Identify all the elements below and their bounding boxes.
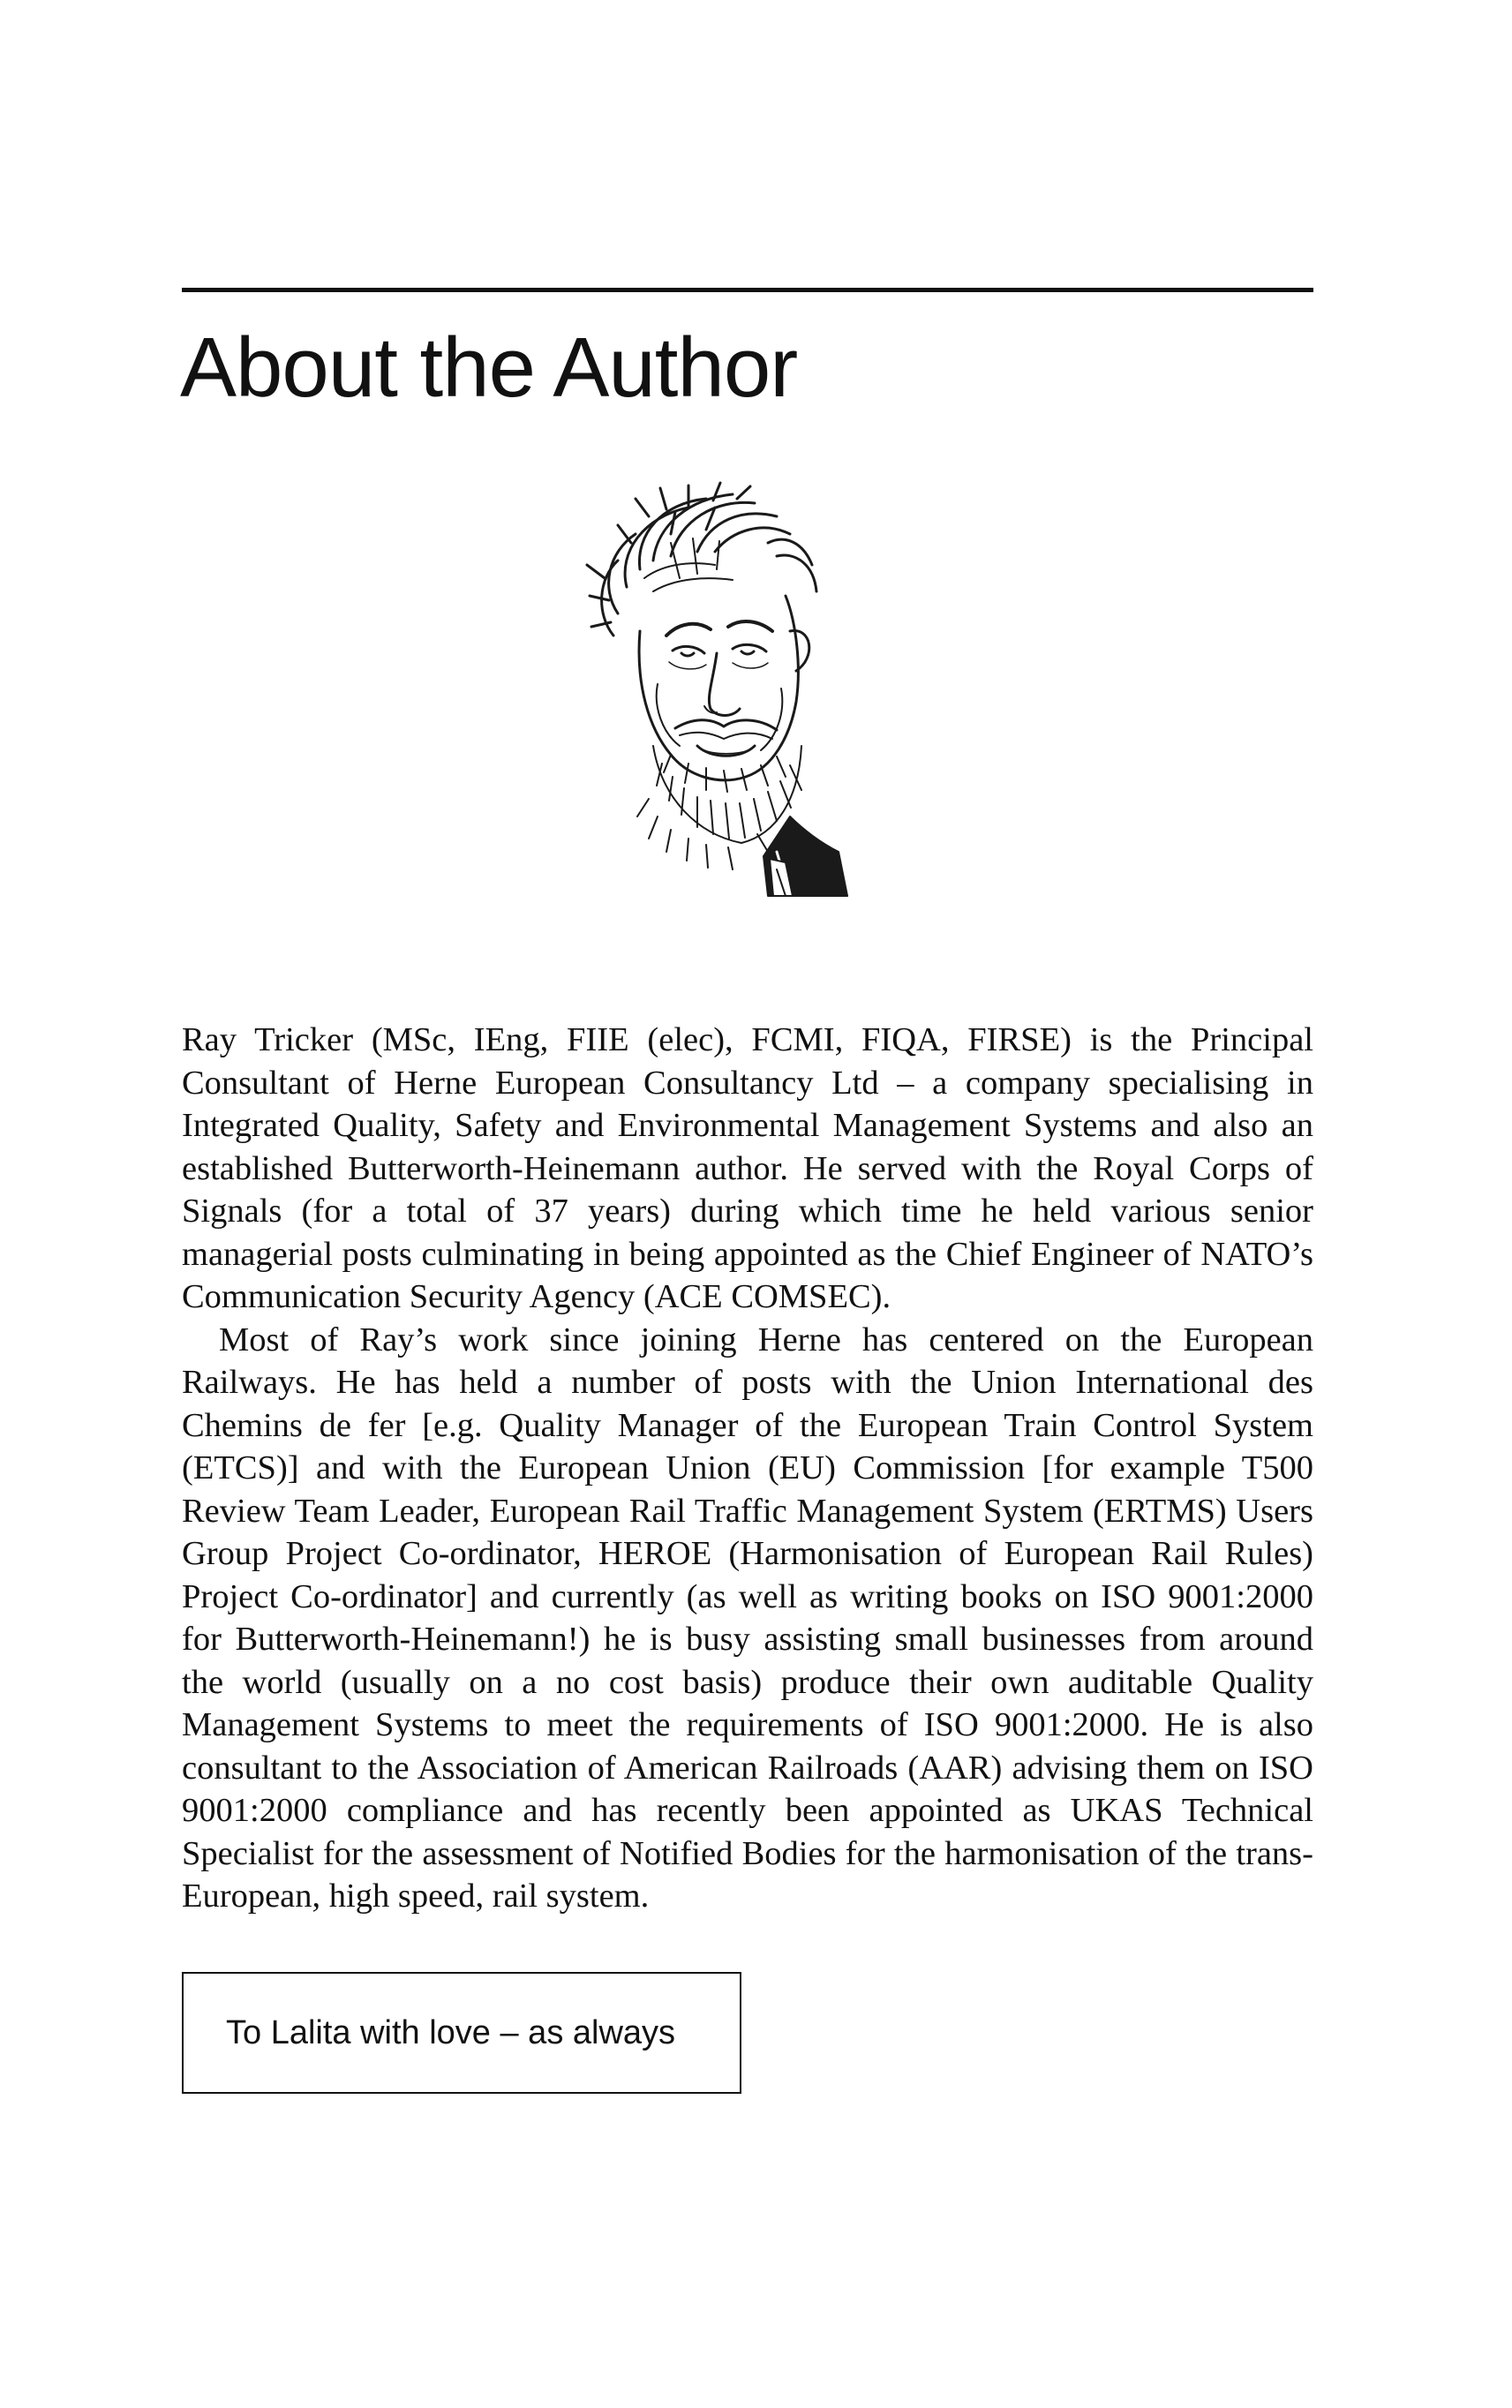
author-caricature-icon [565,481,900,905]
title-rule [182,288,1313,292]
dedication-text: To Lalita with love – as always [226,2013,676,2051]
page-title: About the Author [180,320,798,415]
dedication-box [182,1972,741,2094]
bio-paragraph-1: Ray Tricker (MSc, IEng, FIIE (elec), FCMI, FIQA, FIRSE) is the Principal Consultant of Herne European Consultancy Ltd – a company specialising in Integrated Quality, Safety and Environmental Management Systems and also an established Butterworth-Heinemann author. He served with the Royal Corps of Signals (for a total of 37 years) during which time he held various senior managerial posts culminating in being appointed as the Chief Engineer of NATO’s Communication Security Agency (ACE COMSEC). [182,1021,1313,1315]
author-biography [182,1019,1313,1918]
bio-paragraph-2: Most of Ray’s work since joining Herne has centered on the European Railways. He has held a number of posts with the Union International des Chemins de fer [e.g. Quality Manager of the European Train Control System (ETCS)] and with the European Union (EU) Commission [for example T500 Review Team Leader, European Rail Traffic Management System (ERTMS) Users Group Project Co-ordinator, HEROE (Harmonisation of European Rail Rules) Project Co-ordinator] and currently (as well as writing books on ISO 9001:2000 for Butterworth-Heinemann!) he is busy assisting small businesses from around the world (usually on a no cost basis) produce their own auditable Quality Management Systems to meet the requirements of ISO 9001:2000. He is also consultant to the Association of American Railroads (AAR) advising them on ISO 9001:2000 compliance and has recently been appointed as UKAS Technical Specialist for the assessment of Notified Bodies for the harmonisation of the trans-European, high speed, rail system. [182,1321,1313,1915]
